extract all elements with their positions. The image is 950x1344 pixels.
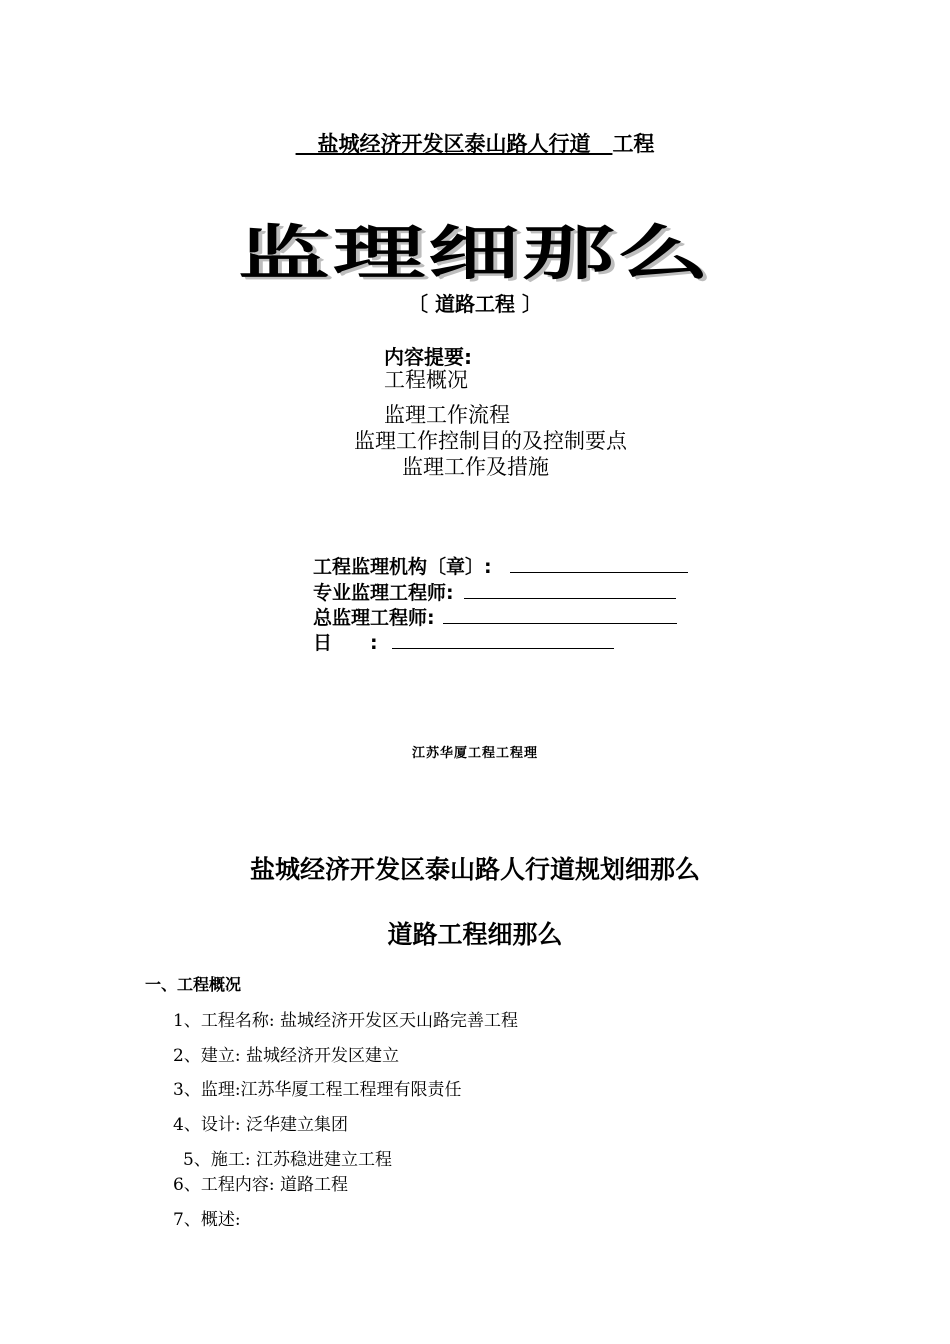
list-item: 3、监理:江苏华厦工程工程理有限责任 <box>173 1080 462 1100</box>
signature-blank <box>392 630 614 649</box>
toc-heading: 内容提要: <box>384 345 472 369</box>
subtitle: 〔 道路工程 〕 <box>408 292 542 316</box>
company-name: 江苏华厦工程工程理 <box>411 746 538 761</box>
project-title-line <box>0 128 950 158</box>
signature-blank <box>510 554 688 573</box>
signature-field-chief-engineer: 总监理工程师: <box>313 603 677 630</box>
signature-field-engineer: 专业监理工程师: <box>313 578 676 605</box>
project-name: 盐城经济开发区泰山路人行道 <box>317 132 591 156</box>
list-item: 4、设计: 泛华建立集团 <box>173 1115 348 1135</box>
main-title: 监理细那么 <box>238 218 712 288</box>
toc-item: 监理工作及措施 <box>402 455 549 479</box>
document-heading: 盐城经济开发区泰山路人行道规划细那么 <box>249 855 700 884</box>
signature-blank <box>443 605 677 624</box>
toc-item: 监理工作控制目的及控制要点 <box>354 429 627 453</box>
list-item: 5、施工: 江苏稳进建立工程 <box>183 1150 392 1170</box>
list-item: 2、建立: 盐城经济开发区建立 <box>173 1046 399 1066</box>
section-title: 一、工程概况 <box>145 975 242 994</box>
toc-item: 工程概况 <box>384 368 468 392</box>
list-item: 6、工程内容: 道路工程 <box>173 1175 348 1195</box>
signature-field-agency: 工程监理机构〔章〕: <box>313 552 688 579</box>
list-item: 7、概述: <box>173 1210 241 1230</box>
signature-blank <box>464 580 676 599</box>
project-suffix: 工程 <box>612 132 655 156</box>
list-item: 1、工程名称: 盐城经济开发区天山路完善工程 <box>173 1011 518 1031</box>
document-subheading: 道路工程细那么 <box>387 920 563 949</box>
signature-field-date: 日 : <box>313 628 614 655</box>
toc-item: 监理工作流程 <box>384 403 510 427</box>
